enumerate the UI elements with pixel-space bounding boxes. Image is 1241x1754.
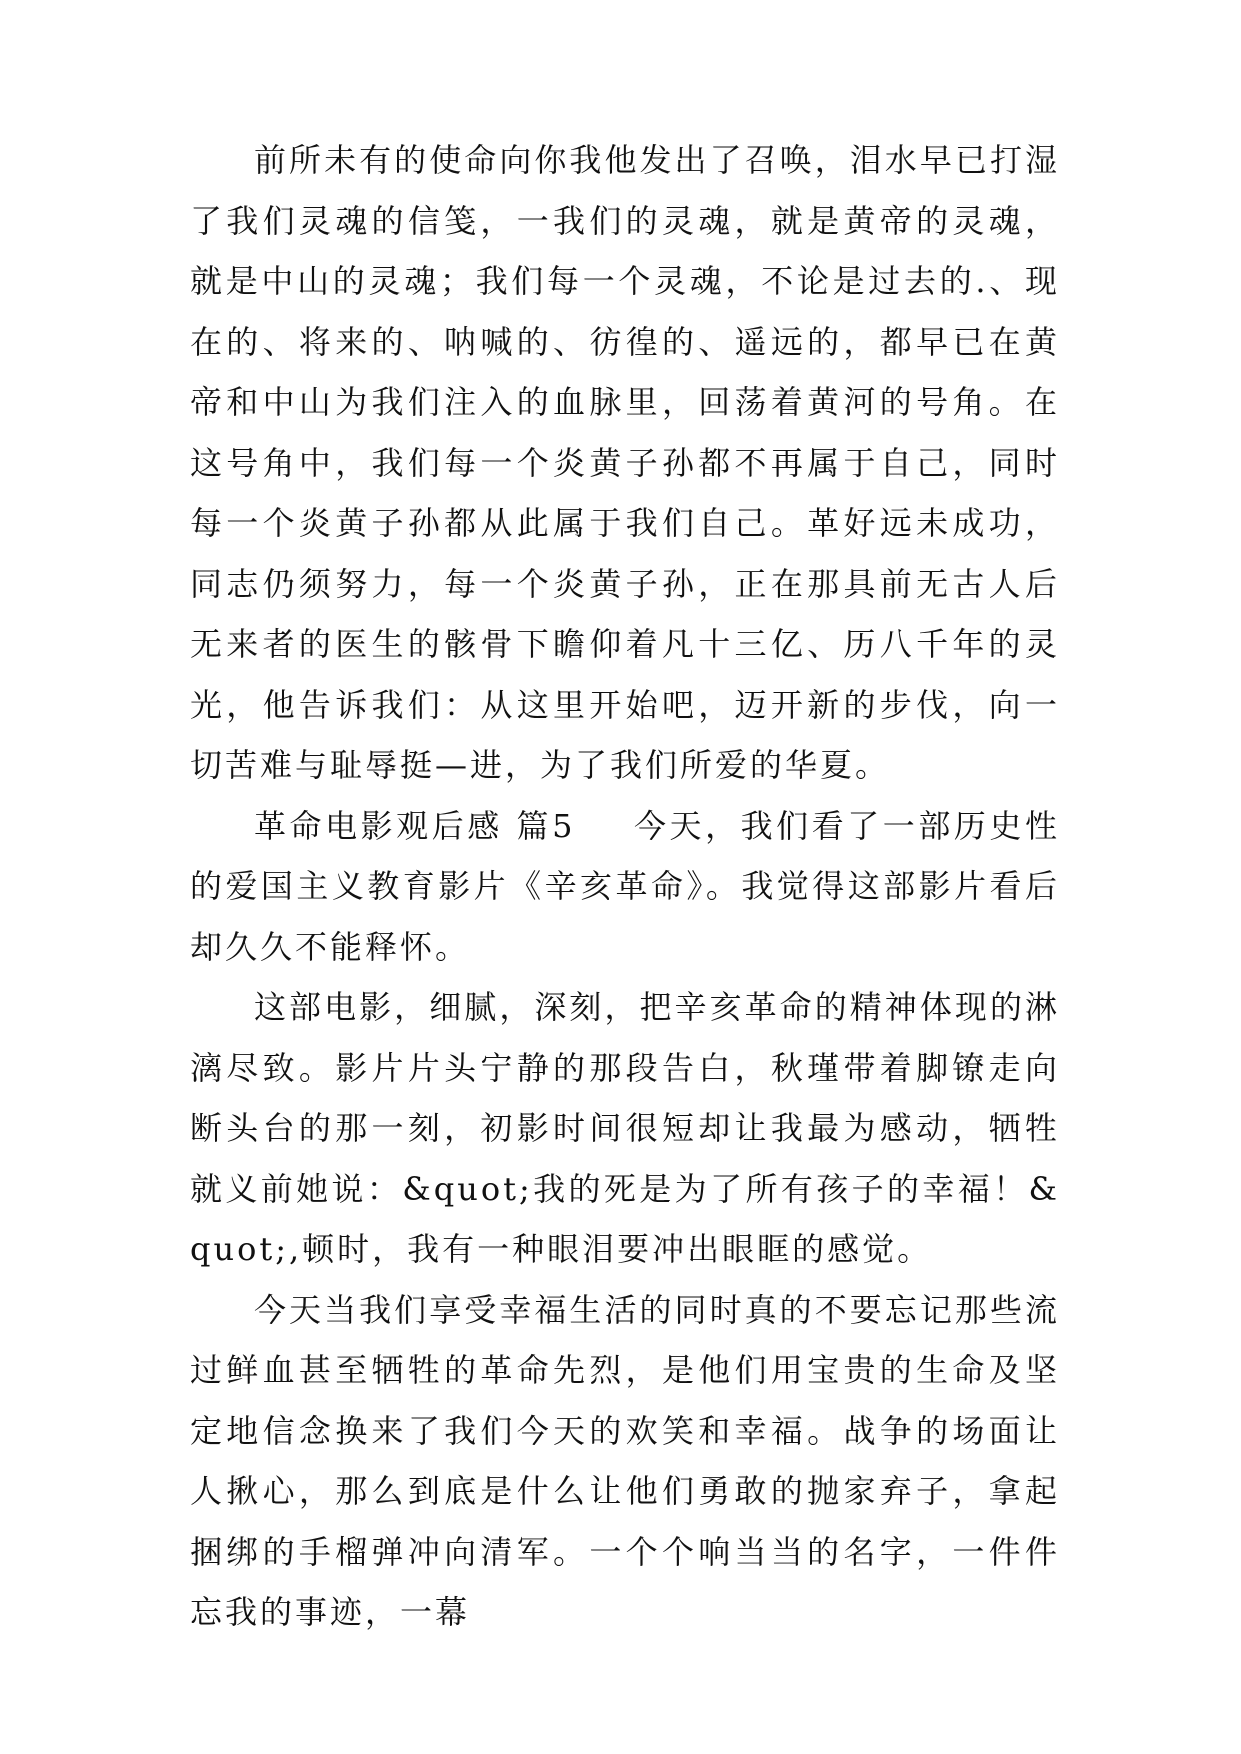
paragraph-2: 这部电影，细腻，深刻，把辛亥革命的精神体现的淋漓尽致。影片片头宁静的那段告白，秋瑾带着脚镣走向断头台的那一刻，初影时间很短却让我最为感动，牺牲就义前她说：&quot;我的死是为了所有孩子的幸福！&quot;,顿时，我有一种眼泪要冲出眼眶的感觉。 <box>190 988 1060 1268</box>
section-intro: 今天，我们看了一部历史性的爱国主义教育影片《辛亥革命》。我觉得这部影片看后却久久不能释怀。 <box>190 806 1060 966</box>
section-heading: 革命电影观后感 篇5 <box>254 806 576 845</box>
paragraph-3: 今天当我们享受幸福生活的同时真的不要忘记那些流过鲜血甚至牺牲的革命先烈，是他们用宝贵的生命及坚定地信念换来了我们今天的欢笑和幸福。战争的场面让人揪心，那么到底是什么让他们勇敢的抛家弃子，拿起捆绑的手榴弹冲向清军。一个个响当当的名字，一件件忘我的事迹，一幕 <box>190 1290 1060 1631</box>
paragraph-section-5 <box>190 796 1060 978</box>
paragraph-1: 前所未有的使命向你我他发出了召唤，泪水早已打湿了我们灵魂的信笺，一我们的灵魂，就是黄帝的灵魂，就是中山的灵魂；我们每一个灵魂，不论是过去的.、现在的、将来的、呐喊的、彷徨的、遥远的，都早已在黄帝和中山为我们注入的血脉里，回荡着黄河的号角。在这号角中，我们每一个炎黄子孙都不再属于自己，同时每一个炎黄子孙都从此属于我们自己。革好远未成功，同志仍须努力，每一个炎黄子孙，正在那具前无古人后无来者的医生的骸骨下瞻仰着凡十三亿、历八千年的灵光，他告诉我们：从这里开始吧，迈开新的步伐，向一切苦难与耻辱挺—进，为了我们所爱的华夏。 <box>190 141 1060 784</box>
document-body <box>190 130 1060 1643</box>
